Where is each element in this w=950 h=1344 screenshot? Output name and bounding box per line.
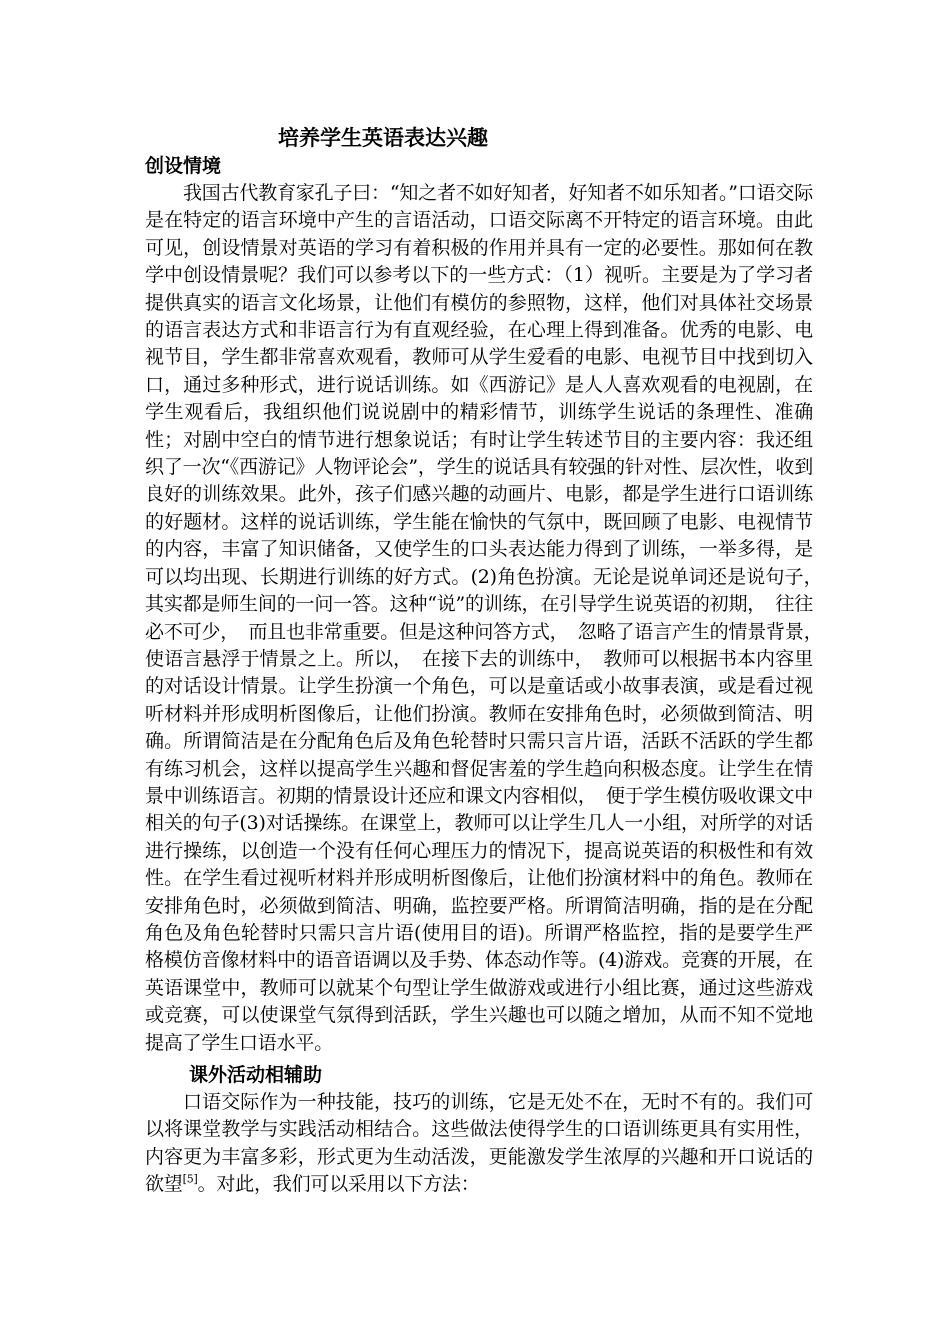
section-heading-create-scenario: 创设情境	[145, 155, 222, 177]
section-heading-extracurricular: 课外活动相辅助	[189, 1064, 323, 1086]
paragraph-text-part-a: 口语交际作为一种技能，技巧的训练，它是无处不在，无时不有的。我们可以将课堂教学与实践活动相结合。这些做法使得学生的口语训练更具有实用性，内容更为丰富多彩，形式更为生动活泼，更能激发学生浓厚的兴趣和开口说话的欲望	[145, 1091, 813, 1196]
paragraph-text-part-b: 。对此，我们可以采用以下方法：	[197, 1173, 480, 1196]
citation-reference: [5]	[182, 1172, 198, 1186]
text-column	[145, 124, 832, 1199]
document-title: 培养学生英语表达兴趣	[278, 125, 488, 150]
section-paragraph-extracurricular	[145, 1089, 813, 1199]
section-paragraph-create-scenario: 我国古代教育家孔子曰：“知之者不如好知者，好知者不如乐知者。”口语交际是在特定的语言环境中产生的言语活动，口语交际离不开特定的语言环境。由此可见，创设情景对英语的学习有着积极的作用并具有一定的必要性。那如何在教学中创设情景呢？我们可以参考以下的一些方式：（1）视听。主要是为了学习者提供真实的语言文化场景，让他们有模仿的参照物，这样，他们对具体社交场景的语言表达方式和非语言行为有直观经验，在心理上得到准备。优秀的电影、电视节目，学生都非常喜欢观看，教师可从学生爱看的电影、电视节目中找到切入口，通过多种形式，进行说话训练。如《西游记》是人人喜欢观看的电视剧，在学生观看后，我组织他们说说剧中的精彩情节，训练学生说话的条理性、准确性；对剧中空白的情节进行想象说话；有时让学生转述节目的主要内容：我还组织了一次“《西游记》人物评论会”，学生的说话具有较强的针对性、层次性，收到良好的训练效果。此外，孩子们感兴趣的动画片、电影，都是学生进行口语训练的好题材。这样的说话训练，学生能在愉快的气氛中，既回顾了电影、电视情节的内容，丰富了知识储备，又使学生的口头表达能力得到了训练，一举多得，是可以均出现、长期进行训练的好方式。(2)角色扮演。无论是说单词还是说句子， 其实都是师生间的一问一答。这种“说”的训练，在引导学生说英语的初期， 往往必不可少， 而且也非常重要。但是这种问答方式， 忽略了语言产生的情景背景， 使语言悬浮于情景之上。所以， 在接下去的训练中， 教师可以根据书本内容里的对话设计情景。让学生扮演一个角色，可以是童话或小故事表演，或是看过视听材料并形成明析图像后，让他们扮演。教师在安排角色时，必须做到简洁、明确。所谓简洁是在分配角色后及角色轮替时只需只言片语，活跃不活跃的学生都有练习机会，这样以提高学生兴趣和督促害羞的学生趋向积极态度。让学生在情景中训练语言。初期的情景设计还应和课文内容相似， 便于学生模仿吸收课文中相关的句子(3)对话操练。在课堂上，教师可以让学生几人一小组，对所学的对话进行操练，以创造一个没有任何心理压力的情况下，提高说英语的积极性和有效性。在学生看过视听材料并形成明析图像后，让他们扮演材料中的角色。教师在安排角色时，必须做到简洁、明确，监控要严格。所谓简洁明确，指的是在分配角色及角色轮替时只需只言片语(使用目的语)。所谓严格监控，指的是要学生严格模仿音像材料中的语音语调以及手势、体态动作等。(4)游戏。竞赛的开展，在英语课堂中，教师可以就某个句型让学生做游戏或进行小组比赛，通过这些游戏或竞赛，可以使课堂气氛得到活跃，学生兴趣也可以随之增加，从而不知不觉地提高了学生口语水平。	[145, 182, 832, 1054]
